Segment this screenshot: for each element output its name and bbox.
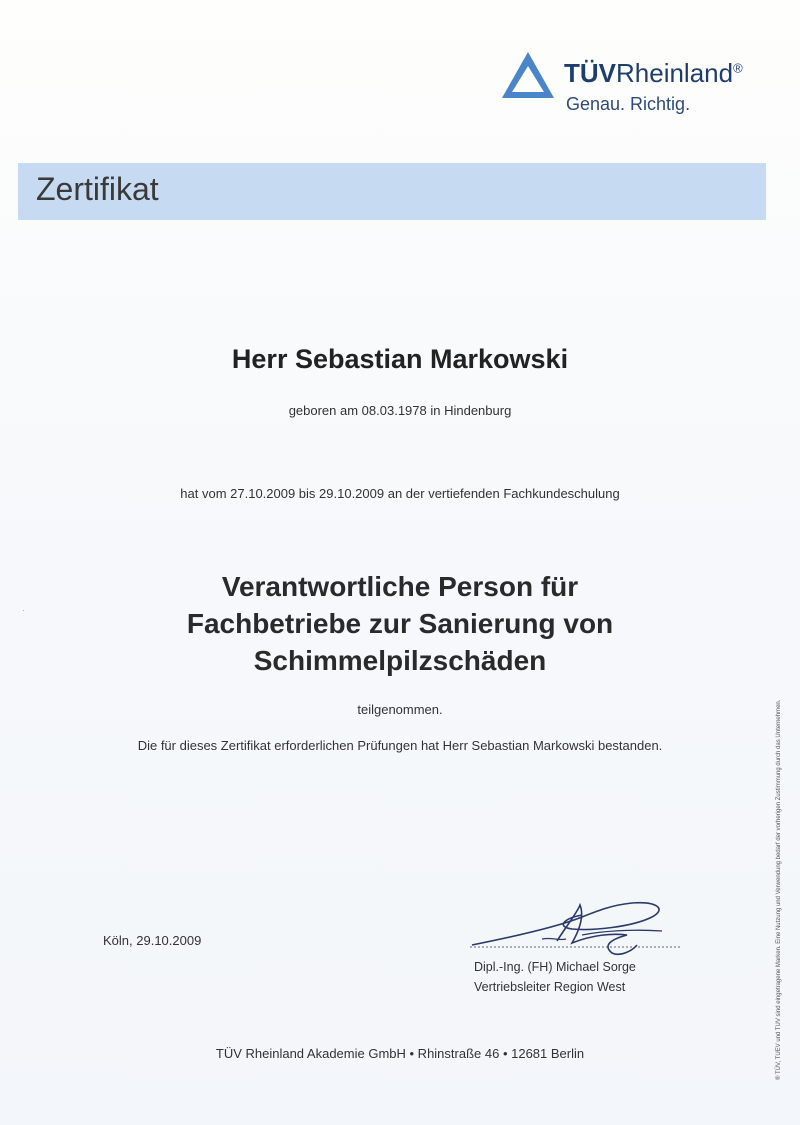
recipient-name: Herr Sebastian Markowski — [231, 344, 569, 374]
handwritten-signature — [462, 895, 692, 965]
logo-brand-rest: Rheinland — [616, 58, 734, 88]
logo-brand — [564, 58, 743, 89]
title-banner — [18, 163, 766, 220]
logo-brand-bold: TÜV — [564, 58, 616, 88]
logo-slogan: Genau. Richtig. — [566, 94, 691, 114]
course-title-line: Schimmelpilzschäden — [253, 645, 547, 676]
signer-role: Vertriebsleiter Region West — [474, 980, 626, 994]
tuv-triangle-icon — [500, 50, 556, 100]
trademark-note: ® TÜV, TUEV und TUV sind eingetragene Marken. Eine Nutzung und Verwendung bedarf der vorherigen Zustimmung durch das Unternehmen. — [776, 699, 782, 1080]
course-title-line: Fachbetriebe zur Sanierung von — [186, 608, 614, 639]
scan-speck: · — [22, 606, 25, 615]
training-line: hat vom 27.10.2009 bis 29.10.2009 an der vertiefenden Fachkundeschulung — [180, 486, 620, 501]
footer-address: TÜV Rheinland Akademie GmbH • Rhinstraße 46 • 12681 Berlin — [215, 1046, 585, 1061]
page-title: Zertifikat — [36, 171, 159, 207]
passed-line: Die für dieses Zertifikat erforderlichen Prüfungen hat Herr Sebastian Markowski bestanden. — [137, 738, 663, 753]
course-title — [0, 568, 800, 679]
participated-line: teilgenommen. — [357, 702, 443, 717]
place-date: Köln, 29.10.2009 — [103, 933, 202, 948]
birth-line: geboren am 08.03.1978 in Hindenburg — [288, 403, 512, 418]
course-title-line: Verantwortliche Person für — [221, 571, 579, 602]
signer-name: Dipl.-Ing. (FH) Michael Sorge — [474, 960, 636, 974]
registered-mark: ® — [733, 60, 743, 76]
tuv-logo — [500, 50, 780, 120]
